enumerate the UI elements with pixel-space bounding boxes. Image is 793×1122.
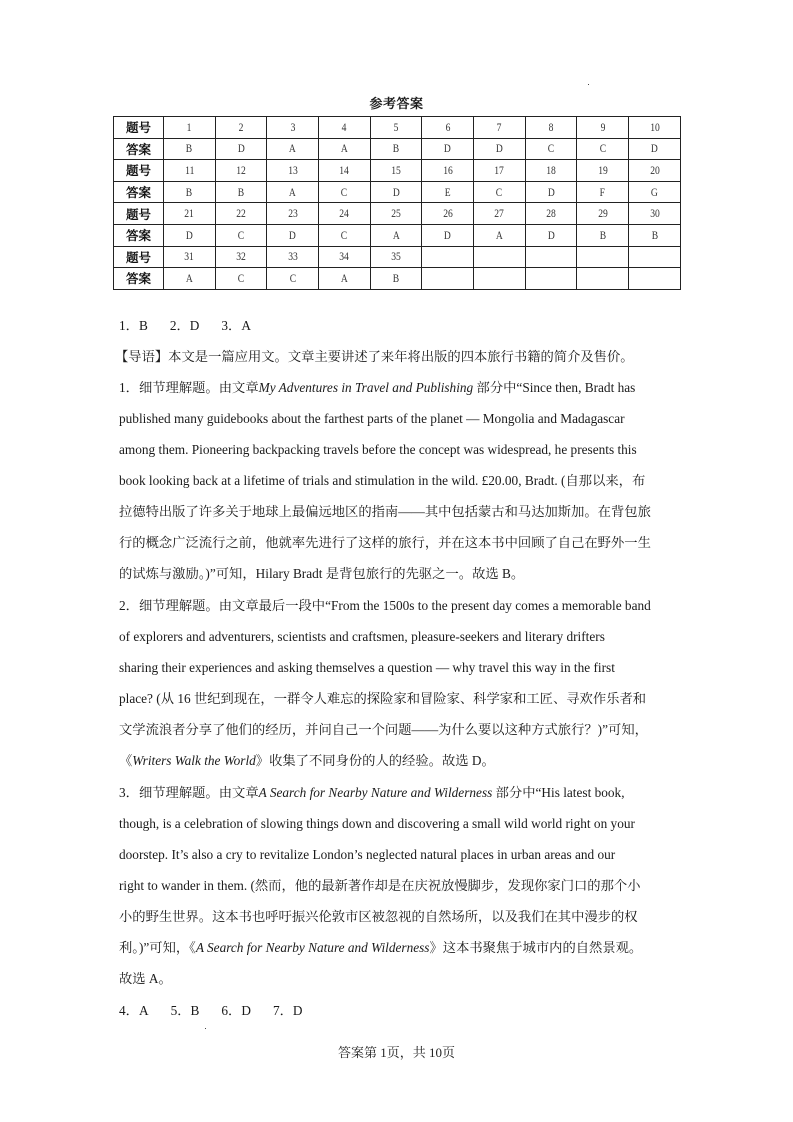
answer-cell: D [267, 224, 319, 246]
question-number-cell: 33 [267, 246, 319, 268]
q3-line-3: doorstep. It’s also a cry to revitalize London’s neglected natural places in urban areas and our [119, 847, 616, 862]
answers-line-2 [119, 1003, 303, 1019]
q3-line-7: 故选 A。 [119, 971, 172, 986]
question-number-cell: 24 [319, 203, 371, 225]
answer-cell: D [422, 224, 474, 246]
intro-text: 【导语】本文是一篇应用文。文章主要讲述了来年将出版的四本旅行书籍的简介及售价。 [115, 349, 634, 364]
row-label: 题号 [114, 117, 164, 139]
stray-mark [588, 84, 589, 85]
question-number-cell: 12 [215, 160, 267, 182]
answer-cell: A [319, 138, 371, 160]
q1-line-6: 行的概念广泛流行之前，他就率先进行了这样的旅行，并在这本书中回顾了自己在野外一生 [119, 535, 651, 550]
book-title: Writers Walk the World [132, 753, 256, 768]
question-number-cell [422, 246, 474, 268]
answer-row [114, 224, 681, 246]
question-number-cell: 13 [267, 160, 319, 182]
question-number-cell: 11 [163, 160, 215, 182]
question-number-cell: 7 [474, 117, 526, 139]
question-number-cell: 19 [577, 160, 629, 182]
row-label: 答案 [114, 138, 164, 160]
answer-cell [422, 268, 474, 290]
answer-cell: D [422, 138, 474, 160]
question-number-cell: 1 [163, 117, 215, 139]
q2-line-2: of explorers and adventurers, scientists and craftsmen, pleasure-seekers and literary drifters [119, 629, 605, 644]
question-number-cell: 10 [629, 117, 681, 139]
question-number-cell: 26 [422, 203, 474, 225]
row-label: 题号 [114, 246, 164, 268]
answer-cell: C [319, 181, 371, 203]
answer-cell: A [474, 224, 526, 246]
page-footer: 答案第 1页，共 10页 [337, 1045, 455, 1060]
question-number-row [114, 117, 681, 139]
answer-cell: C [267, 268, 319, 290]
answer-cell: A [267, 138, 319, 160]
q1-line-3: among them. Pioneering backpacking travels before the concept was widespread, he presents this [119, 442, 637, 457]
question-number-cell: 4 [319, 117, 371, 139]
question-number-cell: 6 [422, 117, 474, 139]
answer-cell: D [629, 138, 681, 160]
q3-line-2: though, is a celebration of slowing things down and discovering a small wild world right on your [119, 816, 635, 831]
question-number-cell: 2 [215, 117, 267, 139]
answer-5: 5．B [170, 1003, 200, 1018]
row-label: 答案 [114, 268, 164, 290]
answer-row [114, 268, 681, 290]
question-number-row [114, 160, 681, 182]
q1-line-5: 拉德特出版了许多关于地球上最偏远地区的指南——其中包括蒙古和马达加斯加。在背包旅 [119, 504, 651, 519]
answer-row [114, 138, 681, 160]
answer-cell: B [629, 224, 681, 246]
question-number-cell: 20 [629, 160, 681, 182]
question-number-cell: 30 [629, 203, 681, 225]
row-label: 题号 [114, 203, 164, 225]
answer-cell: C [474, 181, 526, 203]
q1-line-1: 1．细节理解题。由文章My Adventures in Travel and Publishing 部分中“Since then, Bradt has [119, 380, 636, 395]
answers-line-1 [119, 318, 251, 334]
answer-1: 1．B [119, 318, 148, 333]
answer-6: 6．D [221, 1003, 251, 1018]
answer-cell: A [319, 268, 371, 290]
answer-cell: D [525, 224, 577, 246]
answer-cell: B [163, 181, 215, 203]
q1-line-2: published many guidebooks about the farthest parts of the planet — Mongolia and Madagascar [119, 411, 625, 426]
question-number-row [114, 203, 681, 225]
question-number-cell: 23 [267, 203, 319, 225]
question-number-cell: 15 [370, 160, 422, 182]
question-number-cell: 9 [577, 117, 629, 139]
question-number-cell: 27 [474, 203, 526, 225]
answer-cell: C [215, 224, 267, 246]
q2-line-5: 文学流浪者分享了他们的经历，并问自己一个问题——为什么要以这种方式旅行？)”可知， [119, 722, 648, 737]
question-number-cell: 31 [163, 246, 215, 268]
answer-cell: D [215, 138, 267, 160]
question-number-row [114, 246, 681, 268]
q2-line-6: 《Writers Walk the World》收集了不同身份的人的经验。故选 D。 [119, 753, 495, 768]
question-number-cell [577, 246, 629, 268]
book-title: A Search for Nearby Nature and Wilderness [258, 785, 493, 800]
question-number-cell: 3 [267, 117, 319, 139]
answer-3: 3．A [221, 318, 251, 333]
question-number-cell: 32 [215, 246, 267, 268]
answer-cell: A [267, 181, 319, 203]
question-number-cell: 18 [525, 160, 577, 182]
q3-line-4: right to wander in them. (然而，他的最新著作却是在庆祝放慢脚步，发现你家门口的那个小 [119, 878, 641, 893]
q2-line-4: place? (从 16 世纪到现在，一群令人难忘的探险家和冒险家、科学家和工匠、寻欢作乐者和 [119, 691, 647, 706]
page-title: 参考答案 [369, 97, 424, 112]
answer-cell: B [370, 268, 422, 290]
answer-cell: A [370, 224, 422, 246]
question-number-cell: 5 [370, 117, 422, 139]
answer-row [114, 181, 681, 203]
question-number-cell: 22 [215, 203, 267, 225]
answer-2: 2．D [169, 318, 200, 333]
answer-cell: F [577, 181, 629, 203]
answer-cell: D [370, 181, 422, 203]
answer-cell: B [163, 138, 215, 160]
question-number-cell: 34 [319, 246, 371, 268]
answer-cell [629, 268, 681, 290]
question-number-cell: 17 [474, 160, 526, 182]
answer-cell: C [215, 268, 267, 290]
row-label: 题号 [114, 160, 164, 182]
answer-cell: E [422, 181, 474, 203]
answer-table [113, 116, 681, 290]
q2-line-1: 2．细节理解题。由文章最后一段中“From the 1500s to the present day comes a memorable band [119, 598, 651, 613]
q1-line-4: book looking back at a lifetime of trials and stimulation in the wild. £20.00, Bradt. (自那以来，布 [119, 473, 646, 488]
answer-cell [474, 268, 526, 290]
answer-cell: C [525, 138, 577, 160]
question-number-cell [629, 246, 681, 268]
answer-cell: A [163, 268, 215, 290]
question-number-cell: 28 [525, 203, 577, 225]
question-number-cell: 21 [163, 203, 215, 225]
question-number-cell [474, 246, 526, 268]
book-title: My Adventures in Travel and Publishing [258, 380, 474, 395]
q3-line-5: 小的野生世界。这本书也呼吁振兴伦敦市区被忽视的自然场所，以及我们在其中漫步的权 [119, 909, 638, 924]
answer-cell: B [215, 181, 267, 203]
answer-cell: C [319, 224, 371, 246]
answer-cell: D [474, 138, 526, 160]
row-label: 答案 [114, 181, 164, 203]
answer-cell [525, 268, 577, 290]
q1-line-7: 的试炼与激励。)”可知，Hilary Bradt 是背包旅行的先驱之一。故选 B。 [119, 566, 525, 581]
q2-line-3: sharing their experiences and asking themselves a question — why travel this way in the first [119, 660, 615, 675]
question-number-cell: 8 [525, 117, 577, 139]
row-label: 答案 [114, 224, 164, 246]
question-number-cell: 35 [370, 246, 422, 268]
question-number-cell [525, 246, 577, 268]
question-number-cell: 25 [370, 203, 422, 225]
book-title: A Search for Nearby Nature and Wilderness [195, 940, 430, 955]
answer-7: 7．D [272, 1003, 303, 1018]
answer-cell: D [163, 224, 215, 246]
question-number-cell: 29 [577, 203, 629, 225]
answer-cell [577, 268, 629, 290]
answer-cell: B [370, 138, 422, 160]
question-number-cell: 14 [319, 160, 371, 182]
q3-line-1: 3．细节理解题。由文章A Search for Nearby Nature and Wilderness 部分中“His latest book, [119, 785, 625, 800]
answer-cell: G [629, 181, 681, 203]
answer-cell: B [577, 224, 629, 246]
answer-4: 4．A [119, 1003, 149, 1018]
answer-cell: D [525, 181, 577, 203]
q3-line-6: 利。)”可知，《A Search for Nearby Nature and Wilderness》这本书聚焦于城市内的自然景观。 [119, 940, 643, 955]
question-number-cell: 16 [422, 160, 474, 182]
stray-mark [205, 1028, 206, 1029]
answer-cell: C [577, 138, 629, 160]
